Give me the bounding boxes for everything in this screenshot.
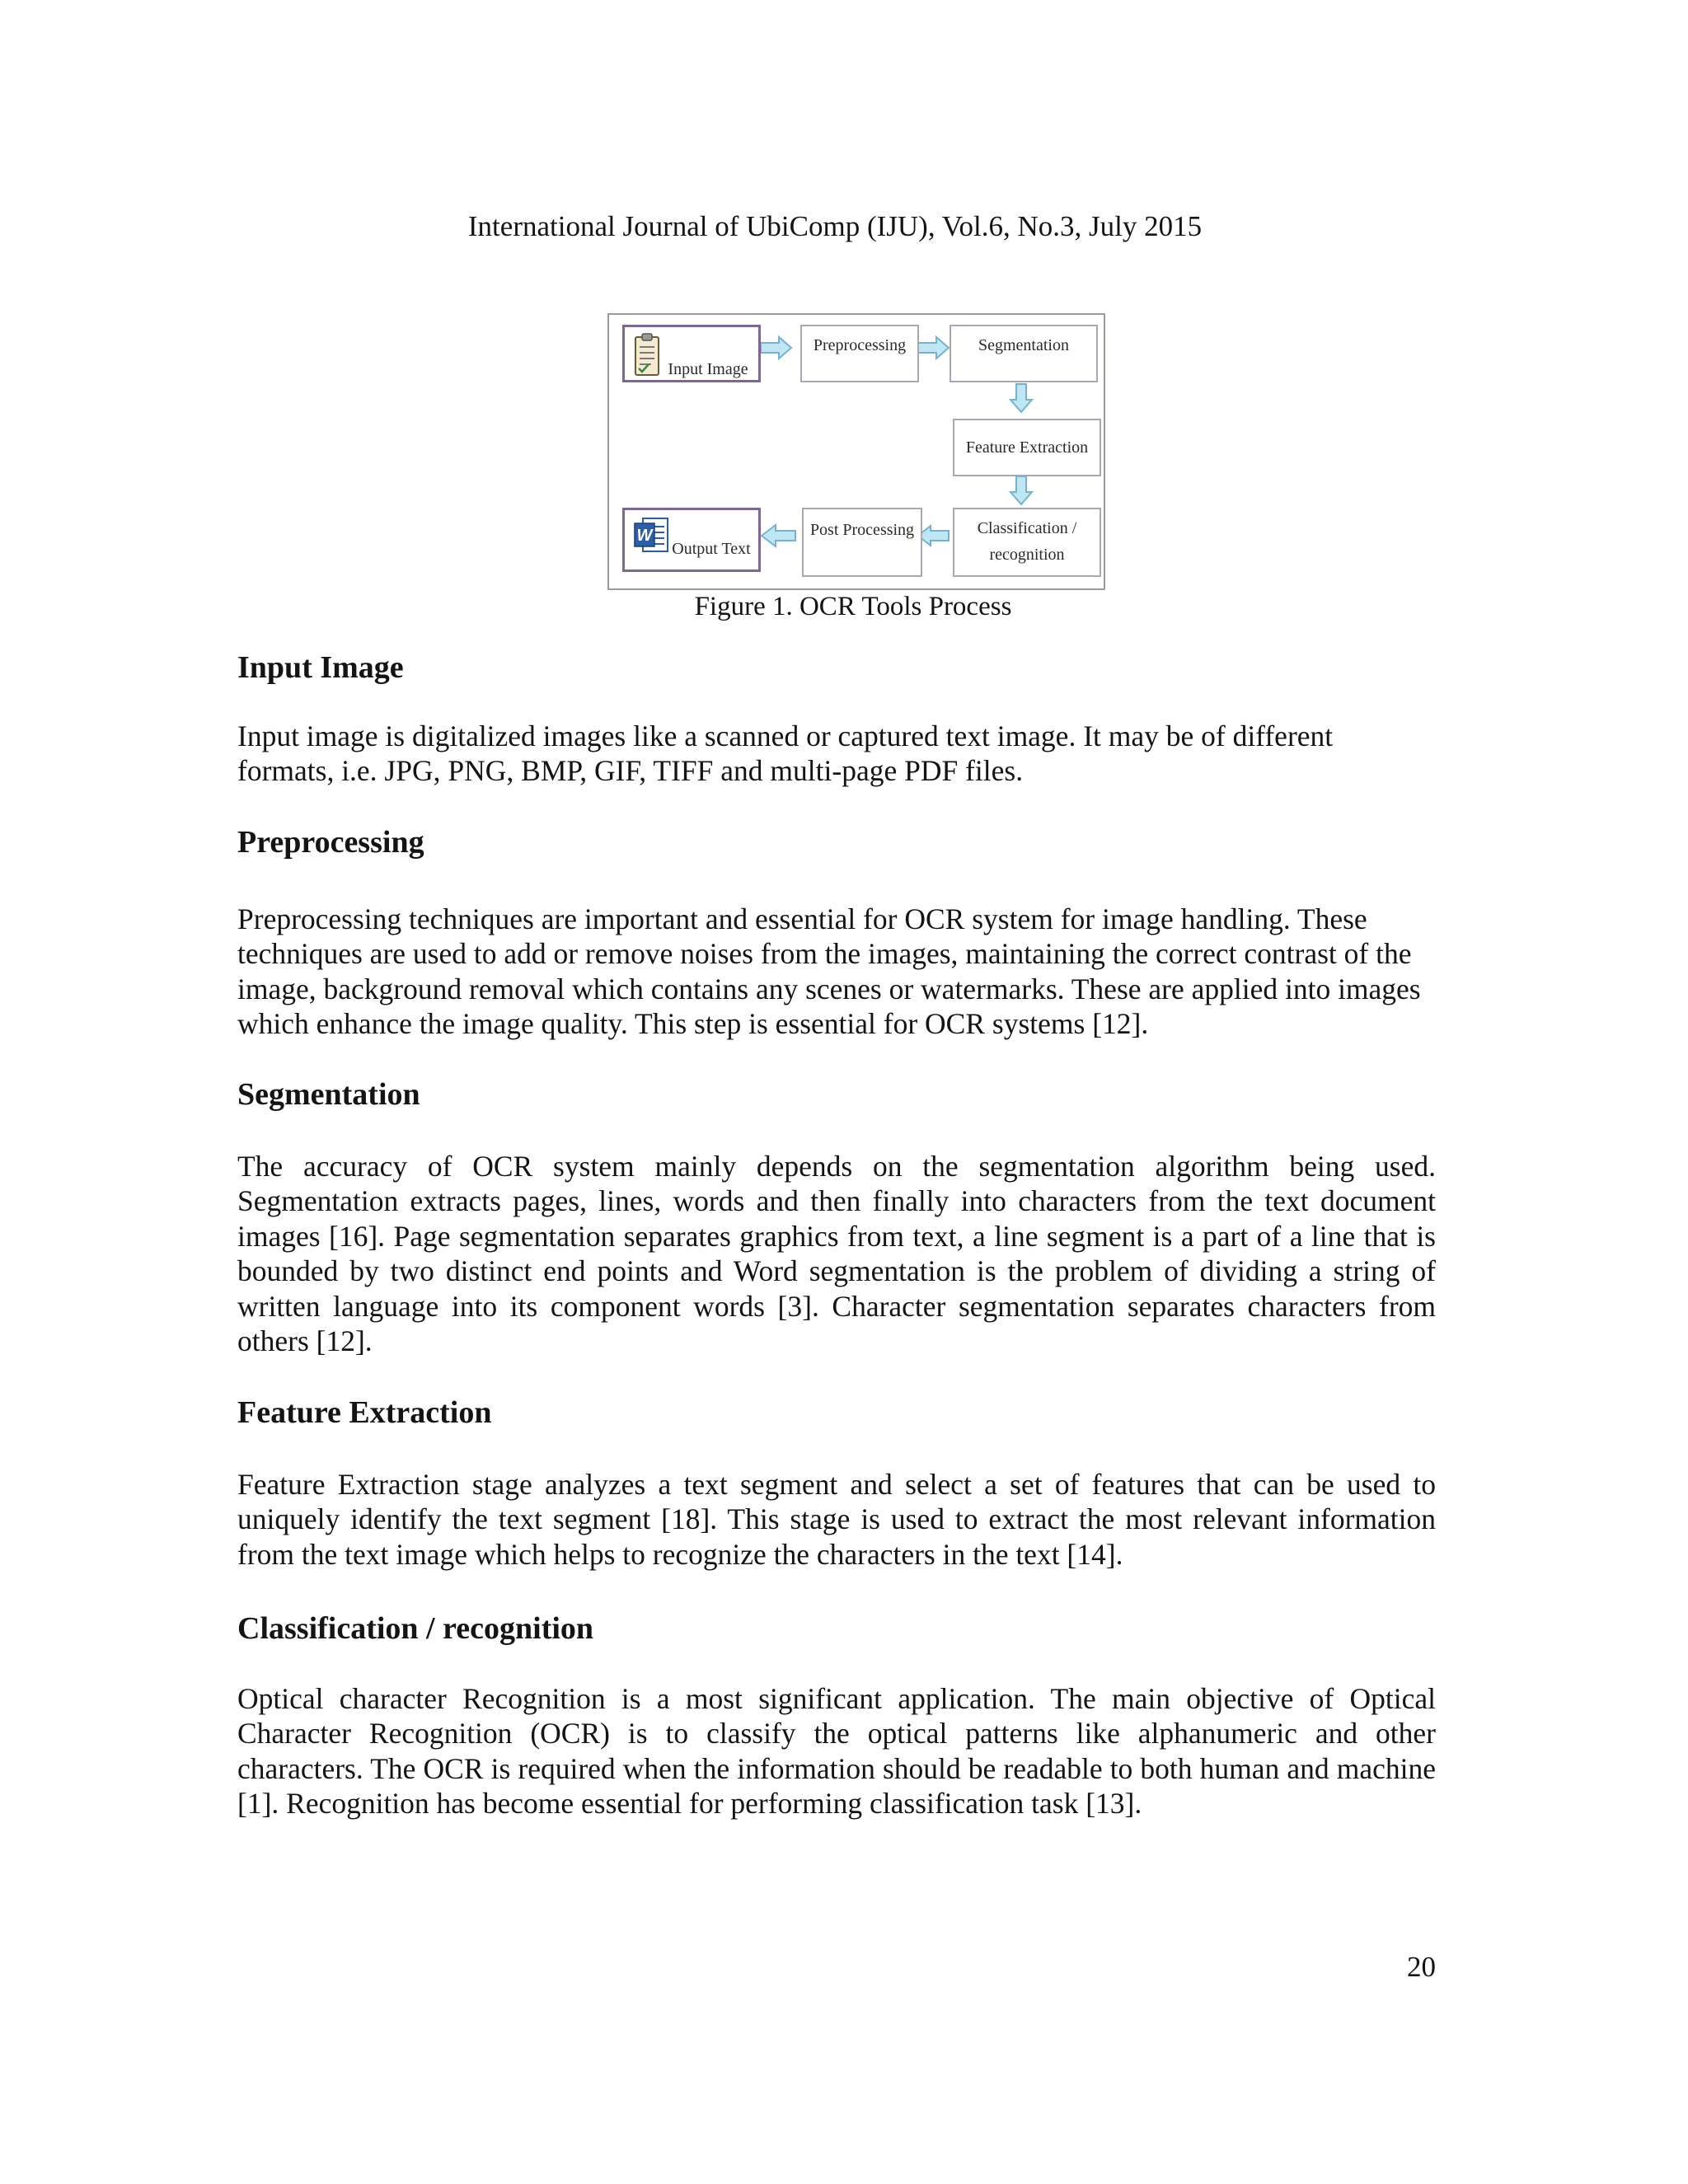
- paragraph-segmentation: The accuracy of OCR system mainly depends on the segmentation algorithm being used. Segmentation extracts pages, lines, words and then finally into characters from the text document images [16]. Page segmentation separates graphics from text, a line segment is a part of a line that is bounded by two distinct end points and Word segmentation is the problem of dividing a string of written language into its component words [3]. Character segmentation separates characters from others [12].: [237, 1150, 1436, 1358]
- heading-input-image: Input Image: [237, 650, 404, 685]
- arrow-post-processing-to-output: [762, 525, 795, 546]
- heading-segmentation: Segmentation: [237, 1077, 420, 1112]
- svg-text:W: W: [636, 527, 653, 545]
- node-post-processing: [802, 508, 922, 577]
- node-output-text: [622, 508, 761, 572]
- heading-preprocessing: Preprocessing: [237, 825, 424, 860]
- paragraph-preprocessing: Preprocessing techniques are important and essential for OCR system for image handling. These techniques are used to add or remove noises from the images, maintaining the correct contrast of the image, background removal which contains any scenes or watermarks. These are applied into images which enhance the image quality. This step is essential for OCR systems [12].: [237, 902, 1421, 1041]
- node-input-image: [622, 325, 761, 382]
- figure-caption: Figure 1. OCR Tools Process: [694, 592, 1012, 621]
- node-label-segmentation: Segmentation: [978, 336, 1069, 354]
- node-classification: [953, 508, 1101, 577]
- ocr-process-diagram: [607, 313, 1105, 590]
- node-label-classification-line2: recognition: [989, 546, 1065, 564]
- node-segmentation: [950, 325, 1098, 382]
- node-preprocessing: [800, 325, 919, 382]
- heading-feature-extraction: Feature Extraction: [237, 1395, 492, 1430]
- running-header: International Journal of UbiComp (IJU), Vol.6, No.3, July 2015: [467, 210, 1203, 242]
- node-label-feature-extraction: Feature Extraction: [965, 438, 1089, 457]
- node-label-output-text: Output Text: [672, 540, 751, 558]
- paragraph-classification: Optical character Recognition is a most significant application. The main objective of Optical Character Recognition (OCR) is to classify the optical patterns like alphanumeric and other characters. The OCR is required when the information should be readable to both human and machine [1]. Recognition has become essential for performing classification task [13].: [237, 1682, 1436, 1821]
- paragraph-feature-extraction: Feature Extraction stage analyzes a text segment and select a set of features that can be used to uniquely identify the text segment [18]. This stage is used to extract the most relevant information from the text image which helps to recognize the characters in the text [14].: [237, 1468, 1436, 1571]
- arrow-feature-extraction-to-classification: [1010, 476, 1032, 504]
- node-label-classification-line1: Classification /: [977, 519, 1077, 537]
- node-label-post-processing: Post Processing: [809, 521, 915, 539]
- page-number: 20: [1407, 1951, 1436, 1983]
- arrow-input-to-preprocessing: [761, 337, 791, 359]
- node-label-preprocessing: Preprocessing: [813, 336, 907, 354]
- arrow-classification-to-post-processing: [918, 526, 949, 546]
- node-feature-extraction: [953, 419, 1101, 476]
- node-label-input-image: Input Image: [668, 360, 748, 378]
- paragraph-input-image: Input image is digitalized images like a scanned or captured text image. It may be of different formats, i.e. JPG, PNG, BMP, GIF, TIFF and multi-page PDF files.: [237, 719, 1334, 788]
- heading-classification: Classification / recognition: [237, 1611, 594, 1646]
- arrow-segmentation-to-feature-extraction: [1010, 384, 1032, 412]
- arrow-preprocessing-to-segmentation: [918, 337, 949, 359]
